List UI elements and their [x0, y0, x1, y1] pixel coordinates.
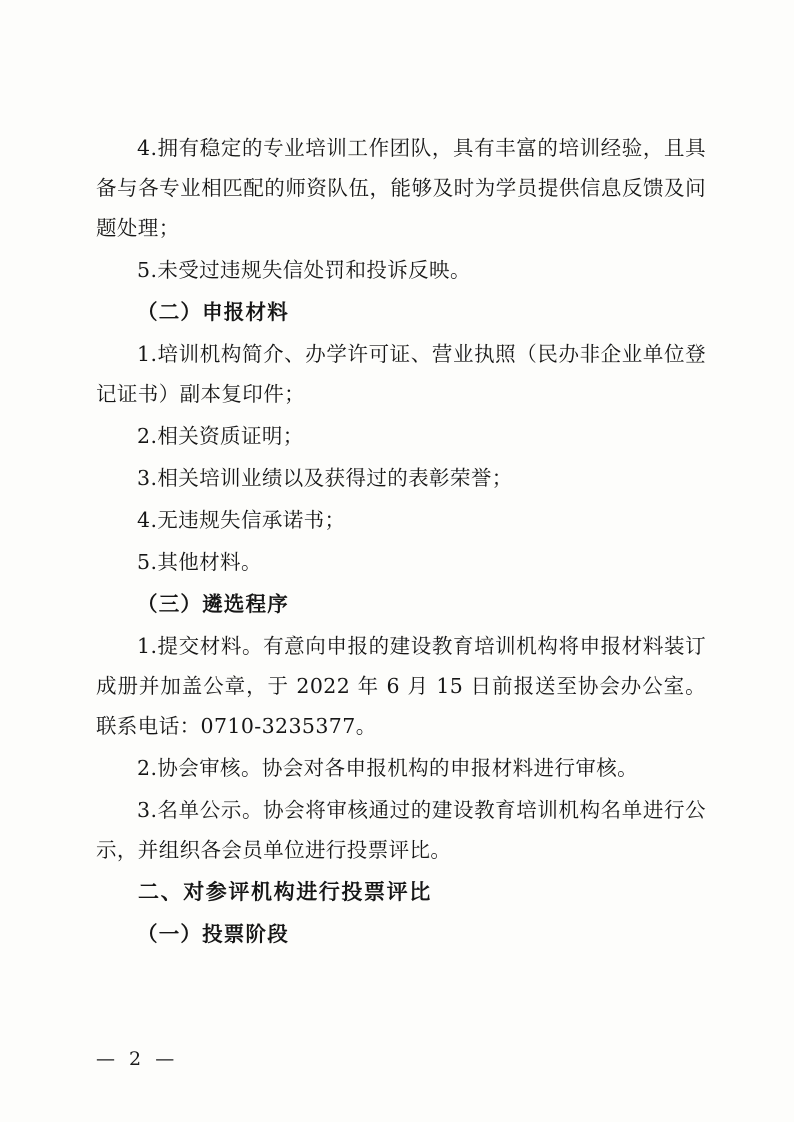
page-footer — [96, 1048, 706, 1070]
paragraph-procedure-1-submit: 1.提交材料。有意向申报的建设教育培训机构将申报材料装订成册并加盖公章，于 2022 年 6 月 15 日前报送至协会办公室。联系电话：0710-3235377。 — [96, 634, 706, 738]
paragraph-procedure-2-review: 2.协会审核。协会对各申报机构的申报材料进行审核。 — [137, 756, 639, 780]
footer-dash-left: — — [96, 1048, 117, 1070]
paragraph-material-4-commitment: 4.无违规失信承诺书； — [137, 508, 346, 532]
paragraph-section-1-voting-stage: （一）投票阶段 — [137, 922, 289, 946]
footer-dash-right: — — [155, 1048, 177, 1070]
paragraph-material-5-other: 5.其他材料。 — [137, 550, 262, 574]
footer-page-number: 2 — [129, 1048, 144, 1070]
paragraph-material-2-qualification: 2.相关资质证明； — [137, 424, 304, 448]
paragraph-heading-2-vote-evaluation: 二、对参评机构进行投票评比 — [138, 879, 432, 904]
paragraph-item-5-no-penalty: 5.未受过违规失信处罚和投诉反映。 — [137, 258, 471, 282]
paragraph-material-3-performance: 3.相关培训业绩以及获得过的表彰荣誉； — [137, 466, 513, 490]
paragraph-material-1-licenses: 1.培训机构简介、办学许可证、营业执照（民办非企业单位登记证书）副本复印件； — [96, 342, 706, 406]
paragraph-section-3-selection-procedure: （三）遴选程序 — [137, 592, 289, 616]
paragraph-section-2-application-materials: （二）申报材料 — [137, 300, 289, 324]
document-body — [96, 128, 706, 956]
paragraph-item-4-training-team: 4.拥有稳定的专业培训工作团队，具有丰富的培训经验，且具备与各专业相匹配的师资队伍，能够及时为学员提供信息反馈及问题处理； — [96, 136, 706, 240]
paragraph-procedure-3-publicity: 3.名单公示。协会将审核通过的建设教育培训机构名单进行公示，并组织各会员单位进行投票评比。 — [96, 798, 706, 862]
